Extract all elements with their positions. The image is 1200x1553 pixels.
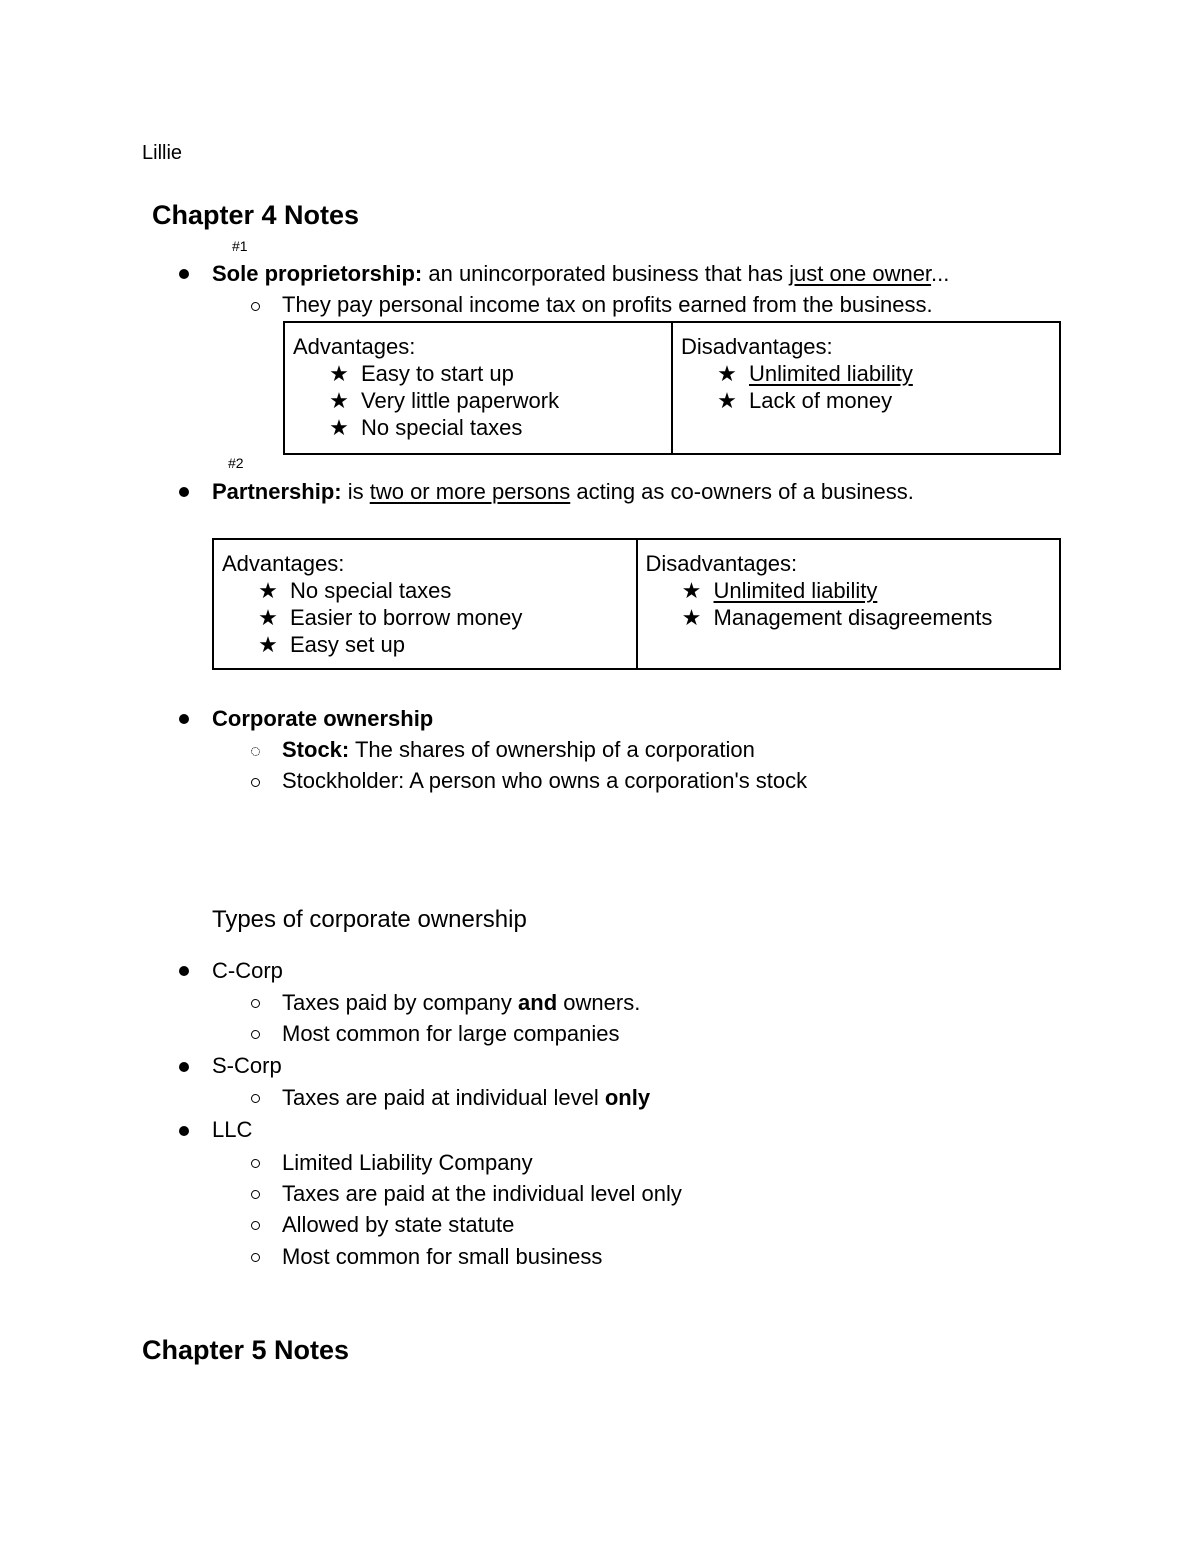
- chapter-4-title: Chapter 4 Notes: [152, 200, 360, 230]
- definition-text: The shares of ownership of a corporation: [349, 737, 755, 762]
- disadvantages-header: Disadvantages:: [645, 551, 798, 576]
- definition-text: ...: [931, 261, 950, 286]
- definition-text: acting as co-owners of a business.: [570, 479, 914, 504]
- bold-text: and: [518, 990, 558, 1015]
- sub-bullet-icon: [251, 1221, 260, 1230]
- corporate-ownership-heading: Corporate ownership: [212, 706, 434, 731]
- sub-bullet-icon: [251, 778, 260, 787]
- item-text: Taxes are paid at individual level: [282, 1085, 605, 1110]
- bullet-icon: [179, 714, 189, 724]
- list-item: [222, 577, 628, 604]
- list-item: [293, 360, 663, 387]
- section-number-2: #2: [228, 455, 244, 471]
- sole-proprietorship-definition: [212, 261, 949, 287]
- list-item: [681, 360, 1051, 387]
- sub-bullet-icon: [251, 747, 260, 756]
- disadvantages-header: Disadvantages:: [681, 334, 833, 359]
- list-item: [681, 387, 1051, 414]
- stock-definition: [282, 737, 755, 763]
- term-label: Sole proprietorship:: [212, 261, 423, 286]
- bullet-icon: [179, 966, 189, 976]
- llc-label: LLC: [212, 1117, 253, 1142]
- list-item: [222, 631, 628, 658]
- underlined-text: two or more persons: [369, 479, 571, 504]
- list-item: [646, 577, 1052, 604]
- star-icon: ★: [681, 578, 702, 603]
- stockholder-definition: Stockholder: A person who owns a corporation's stock: [282, 768, 808, 793]
- scorp-label: S-Corp: [212, 1053, 282, 1078]
- advantages-header: Advantages:: [293, 334, 416, 359]
- disadvantages-cell: [636, 540, 1060, 668]
- sole-proprietorship-table: [283, 321, 1061, 455]
- llc-item-4: Most common for small business: [282, 1244, 603, 1269]
- star-icon: ★: [329, 415, 349, 440]
- sub-bullet-icon: [251, 302, 260, 311]
- llc-item-2: Taxes are paid at the individual level only: [282, 1181, 682, 1206]
- advantages-header: Advantages:: [222, 551, 345, 576]
- list-item: [222, 604, 628, 631]
- star-icon: ★: [717, 361, 737, 386]
- partnership-definition: [212, 479, 914, 505]
- bullet-icon: [179, 269, 189, 279]
- chapter-5-title: Chapter 5 Notes: [142, 1335, 350, 1365]
- disadvantages-cell: [671, 323, 1059, 453]
- bullet-icon: [179, 1062, 189, 1072]
- sub-bullet-text: They pay personal income tax on profits earned from the business.: [282, 292, 933, 317]
- star-icon: ★: [258, 605, 278, 630]
- sub-bullet-icon: [251, 1190, 260, 1199]
- item-text: No special taxes: [290, 578, 452, 603]
- item-text: No special taxes: [361, 415, 523, 440]
- term-label: Partnership:: [212, 479, 342, 504]
- list-item: [646, 604, 1052, 631]
- sub-bullet-icon: [251, 1030, 260, 1039]
- star-icon: ★: [717, 388, 737, 413]
- sub-bullet-icon: [251, 1159, 260, 1168]
- definition-text: is: [341, 479, 370, 504]
- advantages-cell: [285, 323, 671, 453]
- star-icon: ★: [681, 605, 702, 630]
- underlined-text: just one owner: [789, 261, 932, 286]
- bullet-icon: [179, 487, 189, 497]
- definition-text: an unincorporated business that has: [422, 261, 790, 286]
- bold-text: only: [604, 1085, 651, 1110]
- item-text: Management disagreements: [713, 605, 993, 630]
- item-text: owners.: [557, 990, 641, 1015]
- author-name: Lillie: [142, 142, 183, 164]
- item-text: Taxes paid by company: [282, 990, 519, 1015]
- list-item: [293, 414, 663, 441]
- bullet-icon: [179, 1126, 189, 1136]
- item-text: Easy set up: [290, 632, 405, 657]
- section-number-1: #1: [232, 238, 248, 254]
- item-text: Lack of money: [749, 388, 893, 413]
- llc-item-1: Limited Liability Company: [282, 1150, 533, 1175]
- ccorp-item-2: Most common for large companies: [282, 1021, 620, 1046]
- advantages-cell: [214, 540, 636, 668]
- scorp-item-1: [282, 1085, 650, 1111]
- star-icon: ★: [329, 388, 349, 413]
- types-heading: Types of corporate ownership: [212, 906, 527, 933]
- sub-bullet-icon: [251, 999, 260, 1008]
- item-text: Unlimited liability: [749, 361, 913, 386]
- partnership-table: [212, 538, 1061, 670]
- star-icon: ★: [258, 578, 278, 603]
- list-item: [293, 387, 663, 414]
- item-text: Easier to borrow money: [290, 605, 523, 630]
- llc-item-3: Allowed by state statute: [282, 1212, 515, 1237]
- item-text: Unlimited liability: [713, 578, 878, 603]
- ccorp-item-1: [282, 990, 640, 1016]
- item-text: Easy to start up: [361, 361, 514, 386]
- star-icon: ★: [258, 632, 278, 657]
- term-label: Stock:: [282, 737, 350, 762]
- star-icon: ★: [329, 361, 349, 386]
- sub-bullet-icon: [251, 1094, 260, 1103]
- ccorp-label: C-Corp: [212, 958, 283, 983]
- sub-bullet-icon: [251, 1253, 260, 1262]
- item-text: Very little paperwork: [361, 388, 560, 413]
